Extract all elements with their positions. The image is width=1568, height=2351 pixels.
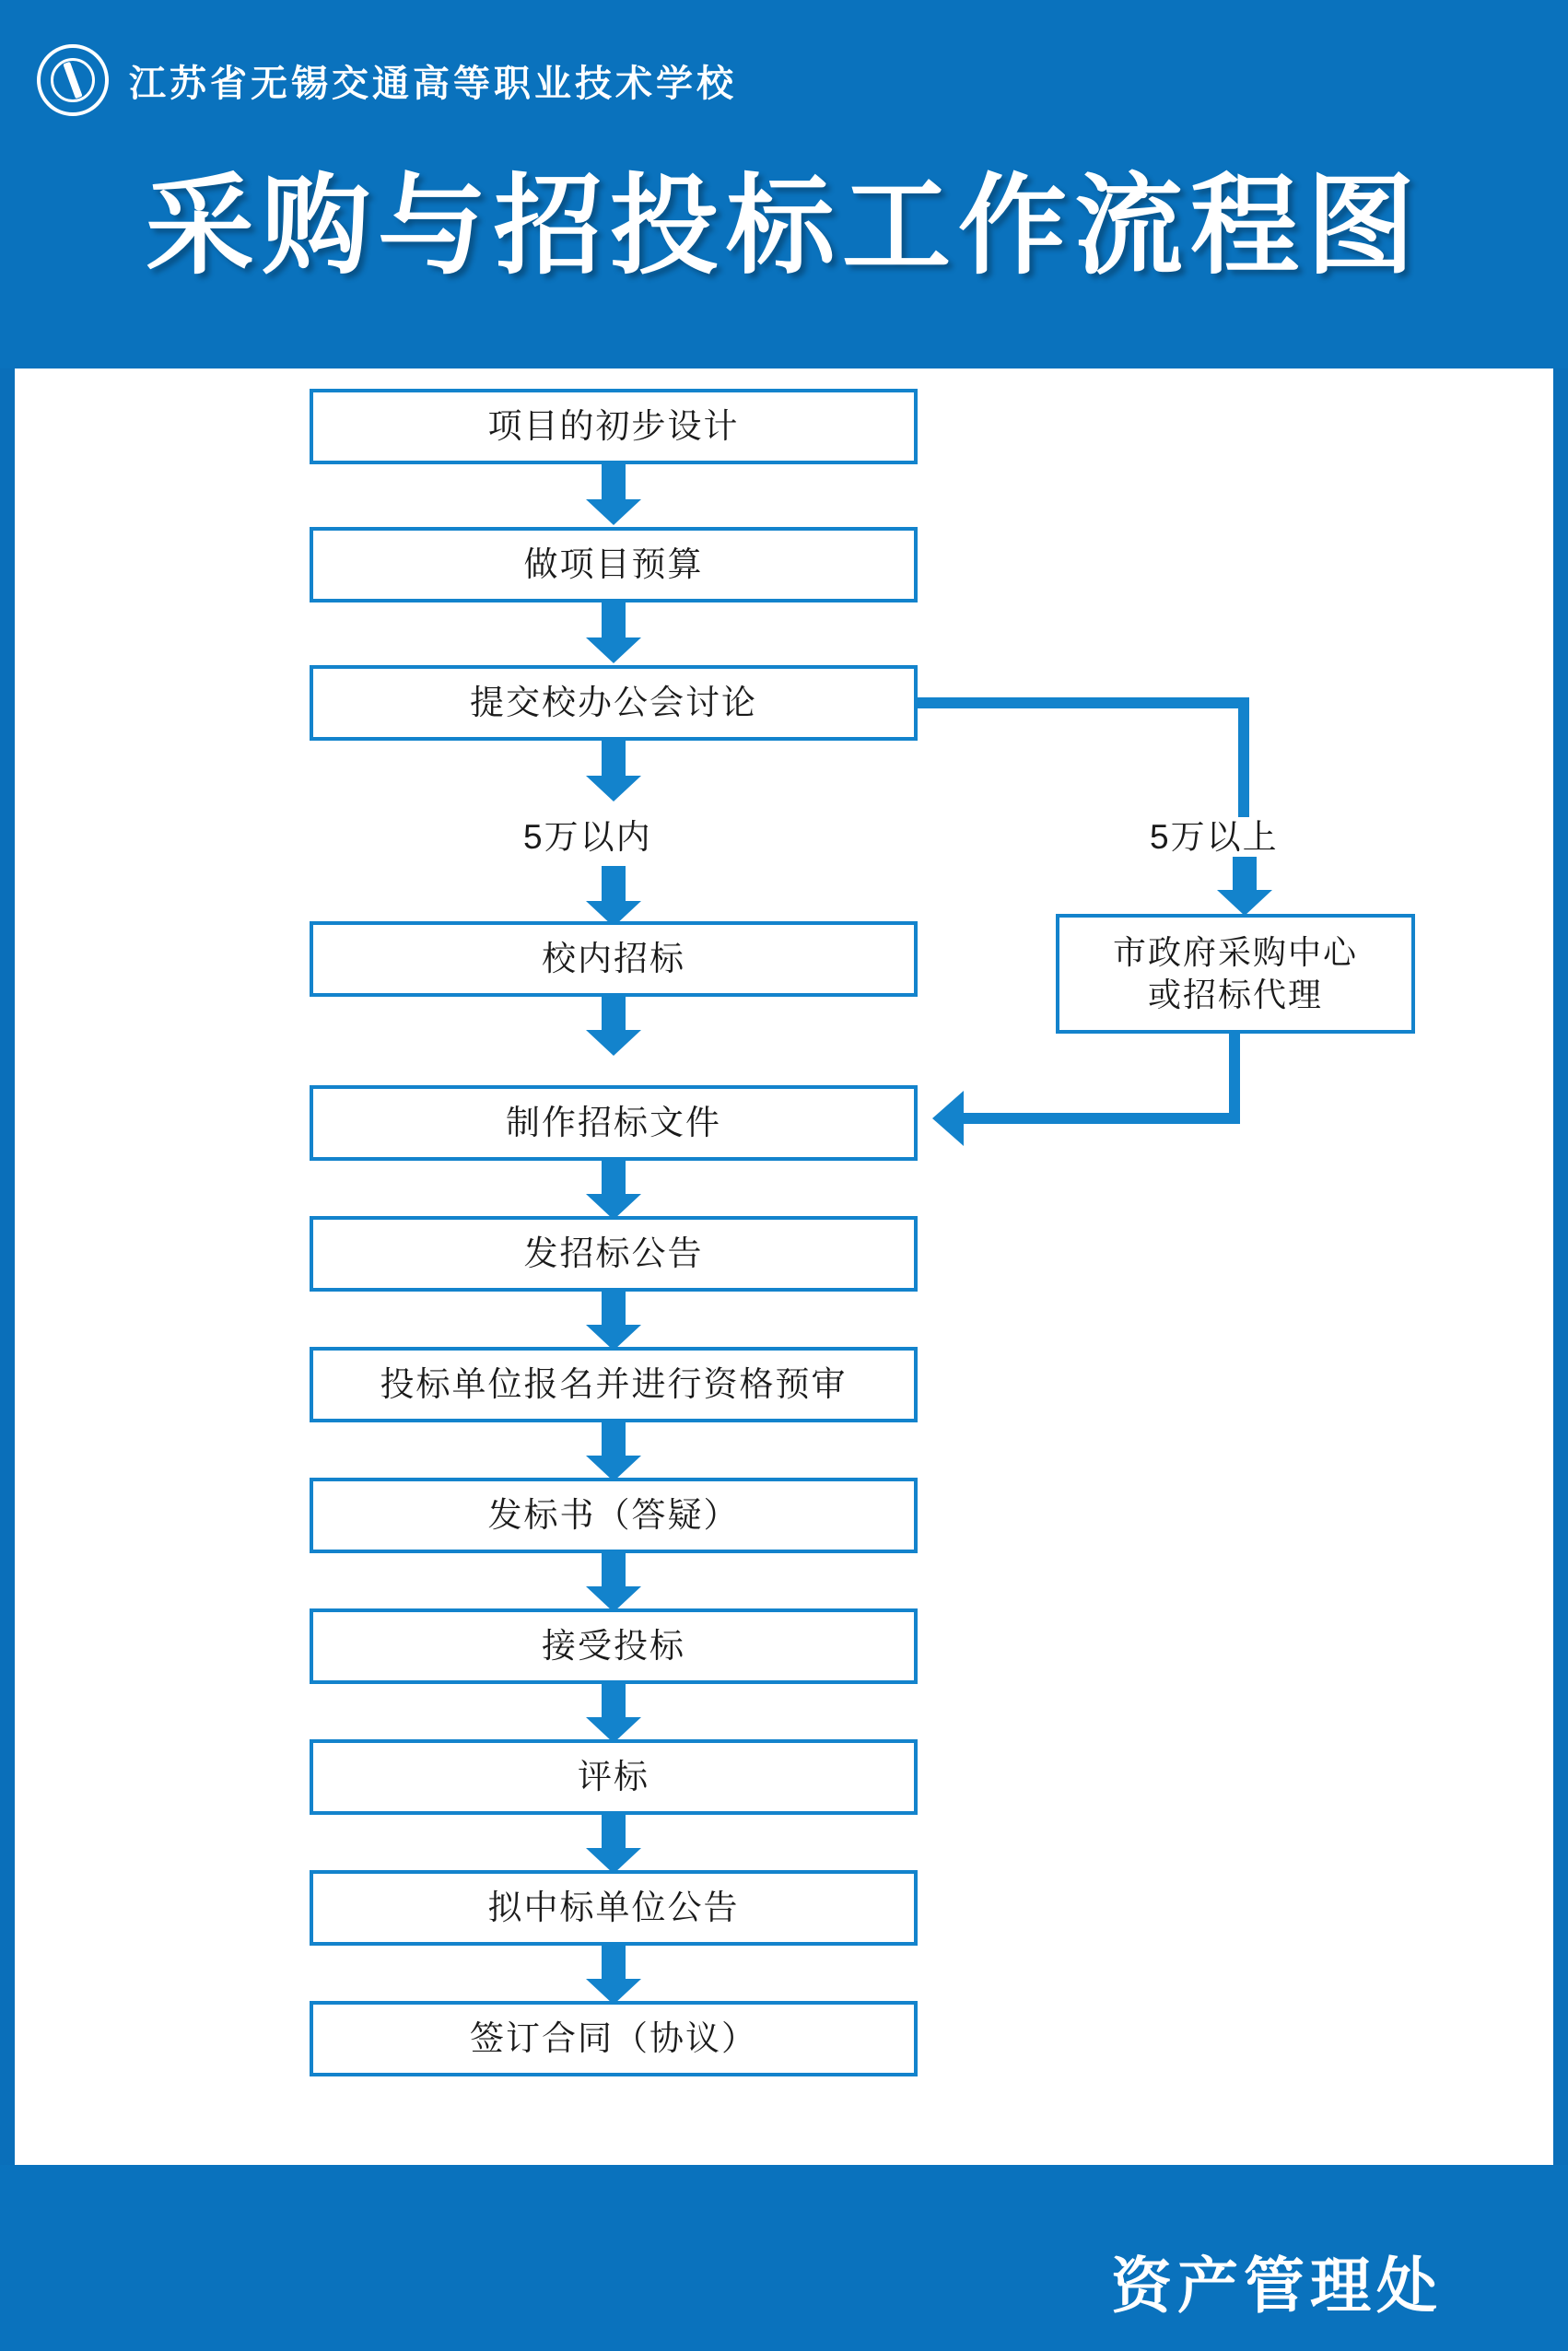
branch-label-over-50k: 5万以上: [1150, 818, 1279, 856]
edge-n5-left: [964, 1113, 1240, 1124]
edge-right-down: [1238, 697, 1249, 817]
arrowhead-icon: [586, 776, 641, 801]
arrowhead-icon: [1217, 890, 1272, 916]
flowchart-canvas: [15, 368, 1553, 2165]
school-emblem-icon: [37, 44, 109, 116]
arrow-n1-n2: [602, 464, 626, 501]
flow-node-government-procurement-center: 市政府采购中心 或招标代理: [1056, 914, 1415, 1034]
arrow-label-n4: [602, 866, 626, 903]
poster-header: [0, 0, 1568, 368]
flow-node-sign-contract: 签订合同（协议）: [310, 2001, 918, 2076]
arrow-n6-n7: [602, 1161, 626, 1196]
flow-node-publish-bid-notice: 发招标公告: [310, 1216, 918, 1292]
arrow-n12-n13: [602, 1946, 626, 1981]
flow-node-bidder-registration-prequalification: 投标单位报名并进行资格预审: [310, 1347, 918, 1422]
flow-node-bid-evaluation: 评标: [310, 1739, 918, 1815]
flow-node-submit-to-meeting: 提交校办公会讨论: [310, 665, 918, 741]
arrow-n7-n8: [602, 1292, 626, 1327]
department-name: 资产管理处: [1111, 2250, 1443, 2322]
flow-node-internal-bidding: 校内招标: [310, 921, 918, 997]
flow-node-announce-winning-bidder: 拟中标单位公告: [310, 1870, 918, 1946]
arrow-n10-n11: [602, 1684, 626, 1719]
flow-node-project-budget: 做项目预算: [310, 527, 918, 602]
branch-label-under-50k: 5万以内: [523, 818, 652, 856]
arrow-n2-n3: [602, 602, 626, 639]
school-name: 江苏省无锡交通高等职业技术学校: [129, 61, 737, 105]
arrow-n4-n6: [602, 997, 626, 1032]
arrowhead-icon: [932, 1091, 964, 1146]
arrowhead-icon: [586, 637, 641, 663]
arrow-n9-n10: [602, 1553, 626, 1588]
page-title: 采购与招投标工作流程图: [145, 161, 1422, 289]
edge-n5-down: [1229, 1034, 1240, 1118]
arrow-label-n5: [1233, 857, 1257, 892]
arrowhead-icon: [586, 1030, 641, 1056]
flow-node-preliminary-design: 项目的初步设计: [310, 389, 918, 464]
flow-node-issue-bid-documents-qa: 发标书（答疑）: [310, 1478, 918, 1553]
flow-node-accept-bids: 接受投标: [310, 1608, 918, 1684]
flowchart: [15, 368, 1553, 2165]
edge-n3-right: [918, 697, 1249, 708]
flow-node-prepare-bid-documents: 制作招标文件: [310, 1085, 918, 1161]
arrow-n8-n9: [602, 1422, 626, 1457]
arrow-n11-n12: [602, 1815, 626, 1850]
arrow-n3-label-left: [602, 741, 626, 778]
arrowhead-icon: [586, 499, 641, 525]
poster-footer: [0, 2165, 1568, 2351]
school-identity: [37, 44, 737, 116]
footer-band: [15, 2180, 1553, 2336]
